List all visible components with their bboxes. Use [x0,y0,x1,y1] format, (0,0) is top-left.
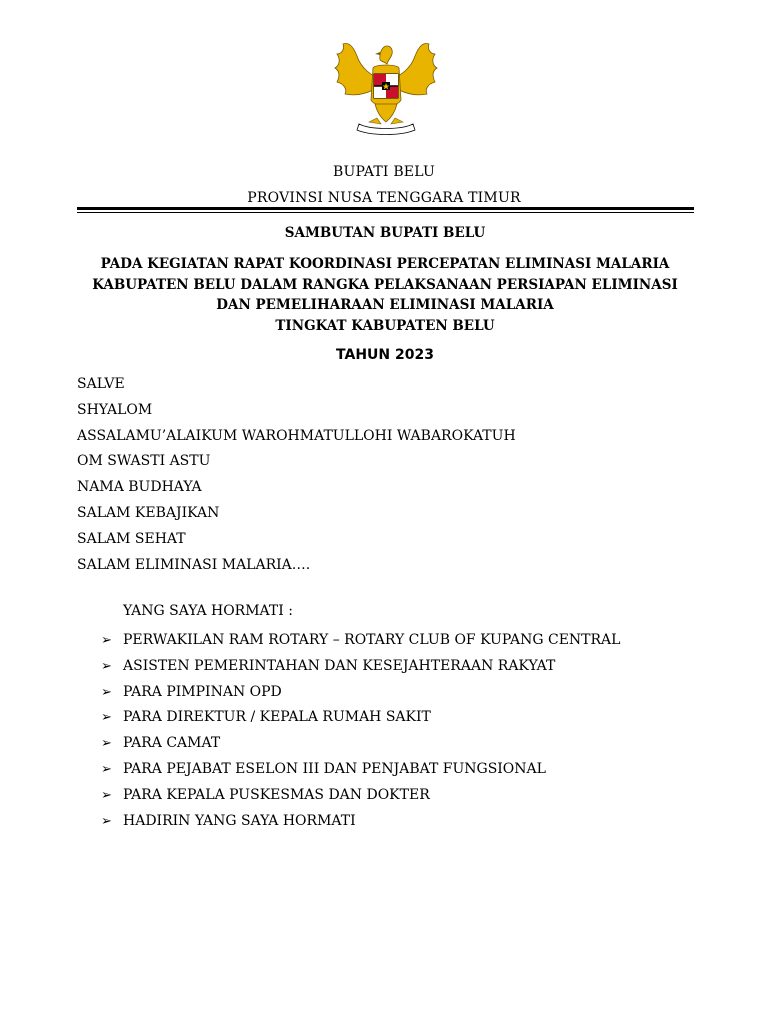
greeting-line: SALAM ELIMINASI MALARIA…. [77,556,311,573]
greeting-line: SHYALOM [77,401,153,418]
list-item [101,654,620,680]
honored-guest-text: PARA CAMAT [123,735,221,752]
honored-guest-text: PARA KEPALA PUSKESMAS DAN DOKTER [123,786,430,803]
arrowhead-bullet-icon: ➢ [101,736,112,752]
event-description [60,254,710,316]
honored-guest-text: PARA PIMPINAN OPD [123,683,282,700]
honored-guest-text: ASISTEN PEMERINTAHAN DAN KESEJAHTERAAN RAKYAT [123,657,556,674]
letterhead-office: BUPATI BELU [333,164,435,180]
letterhead-rule-thin [77,212,694,213]
honored-guest-text: PERWAKILAN RAM ROTARY – ROTARY CLUB OF KUPANG CENTRAL [123,632,621,648]
greeting-line: SALAM SEHAT [77,530,186,547]
honored-guests-list [101,628,620,834]
list-item [101,809,620,835]
list-item [101,628,620,654]
greeting-line: SALVE [77,376,125,392]
greeting-line: ASSALAMU’ALAIKUM WAROHMATULLOHI WABAROKATUH [77,427,516,444]
letterhead-rule-thick [77,207,694,210]
arrowhead-bullet-icon: ➢ [101,684,112,700]
speech-title: SAMBUTAN BUPATI BELU [284,225,486,241]
arrowhead-bullet-icon: ➢ [101,658,112,674]
arrowhead-bullet-icon: ➢ [101,761,112,777]
honored-guest-text: PARA PEJABAT ESELON III DAN PENJABAT FUNGSIONAL [123,760,546,777]
arrowhead-bullet-icon: ➢ [101,813,112,829]
honored-guest-text: PARA DIREKTUR / KEPALA RUMAH SAKIT [123,709,431,726]
list-item [101,680,620,706]
event-year: TAHUN 2023 [336,347,434,363]
list-item [101,783,620,809]
list-item [101,757,620,783]
arrowhead-bullet-icon: ➢ [101,633,112,648]
event-description-line-3: DAN PEMELIHARAAN ELIMINASI MALARIA [216,297,554,313]
greeting-line: NAMA BUDHAYA [77,479,202,496]
list-item [101,705,620,731]
greeting-line: OM SWASTI ASTU [77,453,211,470]
greeting-line: SALAM KEBAJIKAN [77,504,220,521]
garuda-pancasila-emblem-icon [331,38,441,138]
event-description-line-1: PADA KEGIATAN RAPAT KOORDINASI PERCEPATAN ELIMINASI MALARIA [100,256,670,272]
arrowhead-bullet-icon: ➢ [101,710,112,726]
list-item [101,731,620,757]
letterhead-province: PROVINSI NUSA TENGGARA TIMUR [247,190,521,206]
arrowhead-bullet-icon: ➢ [101,787,112,803]
greetings-list [77,372,516,578]
event-description-line-2: KABUPATEN BELU DALAM RANGKA PELAKSANAAN PERSIAPAN ELIMINASI [92,276,678,293]
honored-guests-title: YANG SAYA HORMATI : [123,603,293,619]
honored-guest-text: HADIRIN YANG SAYA HORMATI [123,812,356,829]
event-level: TINGKAT KABUPATEN BELU [275,318,495,334]
